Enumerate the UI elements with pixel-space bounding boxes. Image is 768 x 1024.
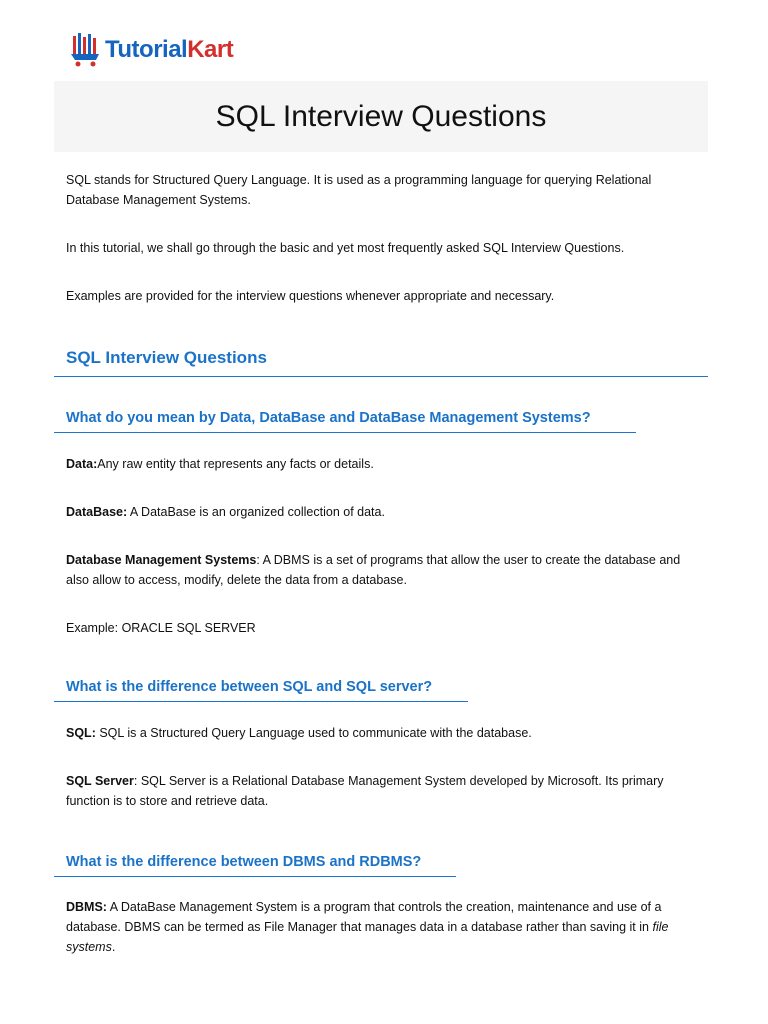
question-2-heading [54, 677, 468, 702]
definition-data: Any raw entity that represents any facts or details. [97, 457, 374, 471]
q2-sql-paragraph [66, 723, 706, 743]
q3-dbms-paragraph [66, 897, 706, 957]
intro-paragraph-2: In this tutorial, we shall go through the basic and yet most frequently asked SQL Interview Questions. [66, 241, 625, 255]
term-data: Data: [66, 457, 98, 471]
definition-dbms-q3-end: . [111, 940, 116, 954]
file-systems-italic: file systems [66, 920, 669, 954]
question-1-heading-text: What do you mean by Data, DataBase and DataBase Management Systems? [66, 410, 591, 426]
logo-text-kart: Kart [187, 36, 234, 63]
definition-dbms: : A DBMS is a set of programs that allow the user to create the database and also allow to access, modify, delete the data from a database. [66, 553, 681, 587]
section-heading-text: SQL Interview Questions [66, 348, 267, 367]
q1-dbms-paragraph [66, 550, 706, 590]
q1-database-paragraph [66, 502, 706, 522]
page-title-banner [54, 81, 708, 152]
term-sql-server: SQL Server [66, 774, 134, 788]
question-1-heading [54, 408, 636, 433]
logo-text-tutorial: Tutorial [105, 36, 188, 63]
definition-sql: SQL is a Structured Query Language used to communicate with the database. [95, 726, 532, 740]
question-3-heading-text: What is the difference between DBMS and RDBMS? [66, 854, 422, 870]
page-title: SQL Interview Questions [215, 99, 547, 133]
tutorialkart-logo[interactable] [70, 30, 233, 70]
term-sql: SQL: [66, 726, 96, 740]
term-dbms: Database Management Systems [66, 553, 257, 567]
intro-paragraph-3: Examples are provided for the interview questions whenever appropriate and necessary. [66, 289, 555, 303]
intro-paragraph-1: SQL stands for Structured Query Language. It is used as a programming language for querying Relational Database Management Systems. [66, 173, 652, 207]
section-heading [54, 346, 708, 377]
question-2-heading-text: What is the difference between SQL and SQL server? [66, 679, 433, 695]
cart-logo-icon [70, 30, 102, 70]
q1-data-paragraph [66, 454, 706, 474]
q1-example-paragraph: Example: ORACLE SQL SERVER [66, 621, 256, 635]
term-database: DataBase: [66, 505, 128, 519]
definition-dbms-q3: A DataBase Management System is a program that controls the creation, maintenance and use of a database. DBMS can be termed as File Manager that manages data in a database rather than saving it in [66, 900, 662, 934]
definition-database: A DataBase is an organized collection of data. [127, 505, 385, 519]
term-dbms-q3: DBMS: [66, 900, 107, 914]
question-3-heading [54, 852, 456, 877]
q2-sql-server-paragraph [66, 771, 706, 811]
definition-sql-server: : SQL Server is a Relational Database Management System developed by Microsoft. Its primary function is to store and retrieve data. [66, 774, 664, 808]
logo-text [105, 36, 233, 64]
